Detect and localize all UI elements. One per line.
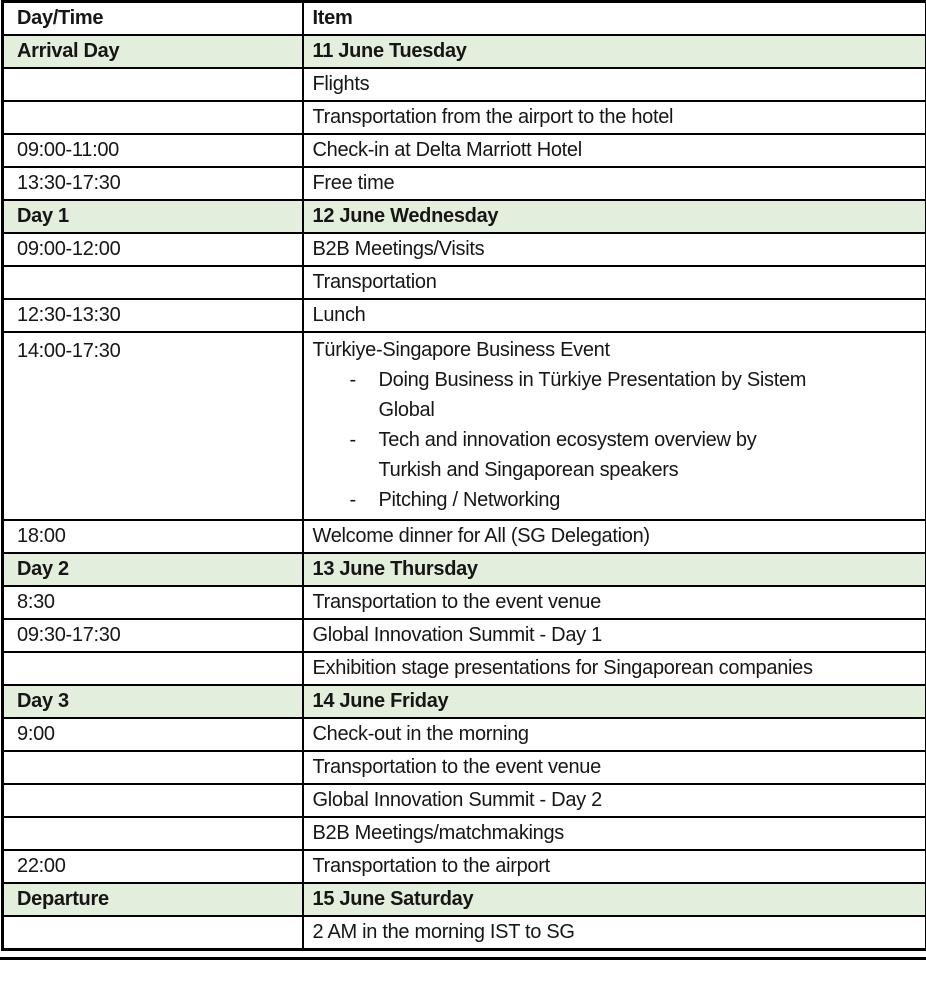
time-cell: 8:30 [3,586,303,619]
time-cell: Day 3 [3,685,303,718]
bullet-dash: - [349,489,356,511]
bullet-line: Tech and innovation ecosystem overview by [378,429,757,451]
time-cell: 09:00-12:00 [3,233,303,266]
section-row [3,685,926,718]
item-cell: 13 June Thursday [303,553,926,586]
bullet-item [350,365,920,425]
time-cell: 18:00 [3,520,303,553]
section-row [3,200,926,233]
section-row [3,35,926,68]
page-bottom-rule [0,957,926,960]
item-cell: Check-out in the morning [303,718,926,751]
time-cell [3,817,303,850]
item-cell: 11 June Tuesday [303,35,926,68]
item-cell: B2B Meetings/Visits [303,233,926,266]
item-cell: Check-in at Delta Marriott Hotel [303,134,926,167]
item-cell: Transportation to the event venue [303,586,926,619]
schedule-rows [3,35,926,950]
table-row [3,167,926,200]
table-row [3,916,926,950]
item-cell: Global Innovation Summit - Day 2 [303,784,926,817]
bullet-dash: - [349,429,356,451]
item-cell: Welcome dinner for All (SG Delegation) [303,520,926,553]
header-row [3,2,926,36]
time-cell [3,101,303,134]
table-row [3,134,926,167]
item-cell: Free time [303,167,926,200]
item-cell: Transportation [303,266,926,299]
item-cell: Flights [303,68,926,101]
time-cell [3,652,303,685]
table-row [3,68,926,101]
event-title: Türkiye-Singapore Business Event [312,339,610,361]
time-cell: 14:00-17:30 [3,332,303,520]
time-cell: Departure [3,883,303,916]
table-row [3,652,926,685]
bullet-line: Turkish and Singaporean speakers [378,459,679,481]
column-header-day-time: Day/Time [3,2,303,36]
time-cell [3,784,303,817]
table-row [3,784,926,817]
item-cell: 15 June Saturday [303,883,926,916]
table-row [3,299,926,332]
item-cell: Transportation from the airport to the hotel [303,101,926,134]
section-row [3,883,926,916]
time-cell: 09:00-11:00 [3,134,303,167]
bullet-item [350,485,920,515]
time-cell: 13:30-17:30 [3,167,303,200]
bullet-line: Pitching / Networking [378,489,561,511]
table-row [3,101,926,134]
time-cell: 12:30-13:30 [3,299,303,332]
time-cell: Arrival Day [3,35,303,68]
item-cell: 2 AM in the morning IST to SG [303,916,926,950]
table-row [3,586,926,619]
time-cell: 9:00 [3,718,303,751]
table-row [3,718,926,751]
item-cell: Transportation to the airport [303,850,926,883]
table-row [3,332,926,520]
time-cell: Day 2 [3,553,303,586]
time-cell: 09:30-17:30 [3,619,303,652]
schedule-table [1,0,926,951]
time-cell: Day 1 [3,200,303,233]
time-cell: 22:00 [3,850,303,883]
table-row [3,817,926,850]
bullet-item [350,425,920,485]
table-row [3,266,926,299]
column-header-item: Item [303,2,926,36]
item-cell: 14 June Friday [303,685,926,718]
event-body [304,333,926,519]
time-cell [3,68,303,101]
time-cell [3,266,303,299]
bullet-text [379,365,920,425]
table-row [3,751,926,784]
bullet-line: Doing Business in Türkiye Presentation by Sistem [378,369,807,391]
item-cell: Lunch [303,299,926,332]
time-cell [3,751,303,784]
time-cell [3,916,303,950]
item-cell: Global Innovation Summit - Day 1 [303,619,926,652]
item-cell: Transportation to the event venue [303,751,926,784]
item-cell: Exhibition stage presentations for Singaporean companies [303,652,926,685]
item-cell: 12 June Wednesday [303,200,926,233]
table-row [3,233,926,266]
item-cell [303,332,926,520]
bullet-line: Global [378,399,435,421]
item-cell: B2B Meetings/matchmakings [303,817,926,850]
section-row [3,553,926,586]
table-row [3,520,926,553]
bullet-dash: - [349,369,356,391]
table-row [3,619,926,652]
bullet-text [379,425,920,485]
table-row [3,850,926,883]
bullet-text [379,485,920,515]
